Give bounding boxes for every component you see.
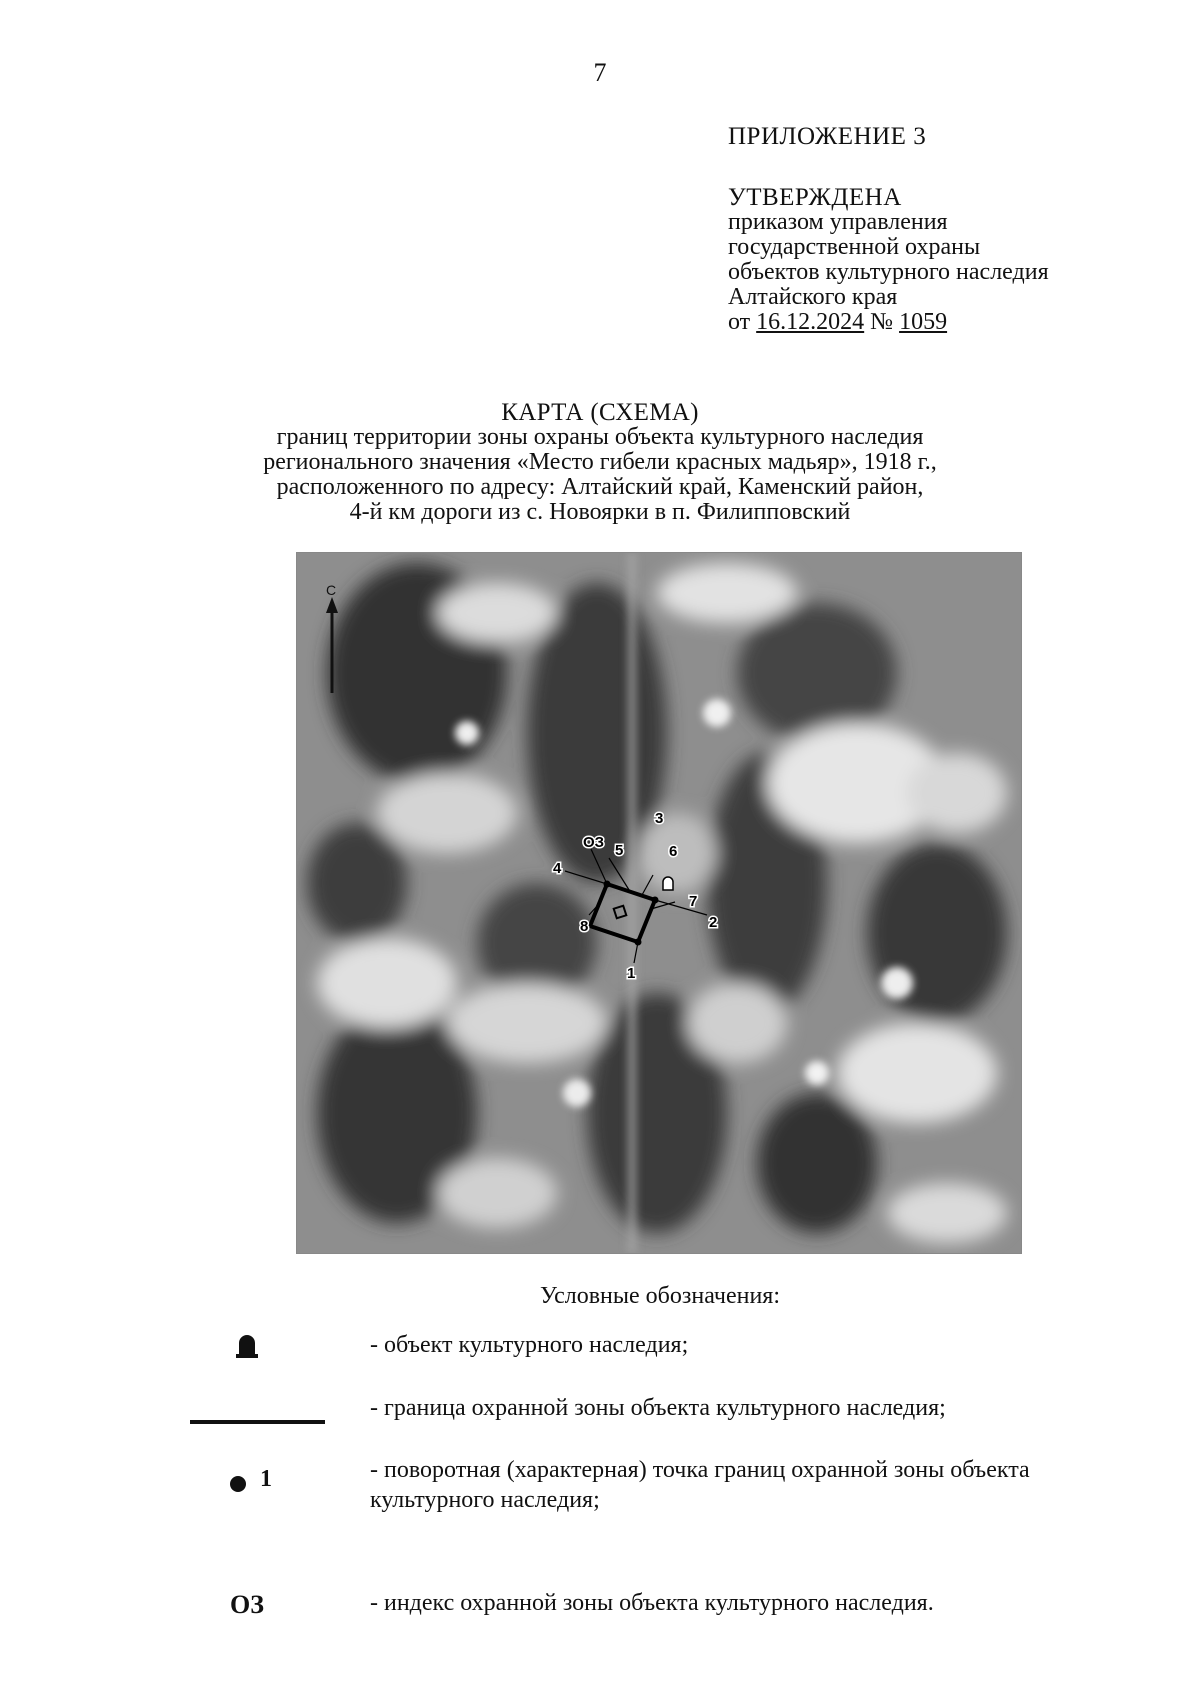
north-label: С	[326, 582, 337, 598]
legend-item-monument: - объект культурного наследия;	[370, 1332, 689, 1358]
approved-heading: УТВЕРЖДЕНА	[728, 184, 902, 211]
map-title-block	[0, 400, 1200, 525]
order-date-line	[728, 310, 1049, 335]
map-title: КАРТА (СХЕМА)	[501, 399, 699, 426]
point-label-2: 2	[709, 914, 718, 931]
order-number: 1059	[899, 309, 948, 335]
legend-boundary-line	[190, 1420, 325, 1424]
point-label-7: 7	[689, 893, 698, 910]
title-line: границ территории зоны охраны объекта культурного наследия	[276, 424, 924, 450]
point-label-4: 4	[553, 860, 562, 877]
point-label-5: 5	[615, 842, 624, 859]
number-prefix: №	[870, 309, 894, 335]
legend-item-zone-index: - индекс охранной зоны объекта культурного наследия.	[370, 1590, 934, 1616]
title-line: расположенного по адресу: Алтайский край, Каменский район,	[276, 474, 924, 500]
turning-point-1	[635, 939, 642, 946]
approval-line: приказом управления	[728, 209, 948, 235]
turning-point-4	[604, 881, 611, 888]
title-line: регионального значения «Место гибели красных мадьяр», 1918 г.,	[263, 449, 937, 475]
page-number: 7	[593, 58, 607, 87]
point-label-6: 6	[669, 843, 678, 860]
date-prefix: от	[728, 309, 751, 335]
monument-icon	[663, 877, 673, 890]
legend-turning-point-label: 1	[260, 1466, 272, 1492]
point-label-3: 3	[655, 810, 664, 827]
point-label-8: 8	[580, 918, 589, 935]
legend-turning-point-icon	[230, 1476, 246, 1492]
title-line: 4-й км дороги из с. Новоярки в п. Филипповский	[349, 499, 851, 525]
point-label-1: 1	[627, 965, 636, 982]
order-date: 16.12.2024	[756, 309, 865, 335]
legend-zone-index-label: ОЗ	[230, 1590, 264, 1619]
legend-monument-icon	[236, 1332, 258, 1358]
turning-point-2	[652, 897, 659, 904]
map-image	[296, 552, 1022, 1254]
aerial-photo	[297, 553, 1021, 1253]
legend-item-turning-point: - поворотная (характерная) точка границ охранной зоны объекта культурного наследия;	[370, 1457, 1030, 1513]
approval-line: Алтайского края	[728, 284, 898, 310]
approval-block	[728, 124, 1049, 335]
approval-line: объектов культурного наследия	[728, 259, 1049, 285]
zone-index-label: ОЗ	[583, 834, 605, 851]
legend-title: Условные обозначения:	[539, 1283, 781, 1309]
legend-item-boundary: - граница охранной зоны объекта культурного наследия;	[370, 1395, 946, 1421]
approval-line: государственной охраны	[728, 234, 981, 260]
appendix-heading: ПРИЛОЖЕНИЕ 3	[728, 123, 927, 150]
